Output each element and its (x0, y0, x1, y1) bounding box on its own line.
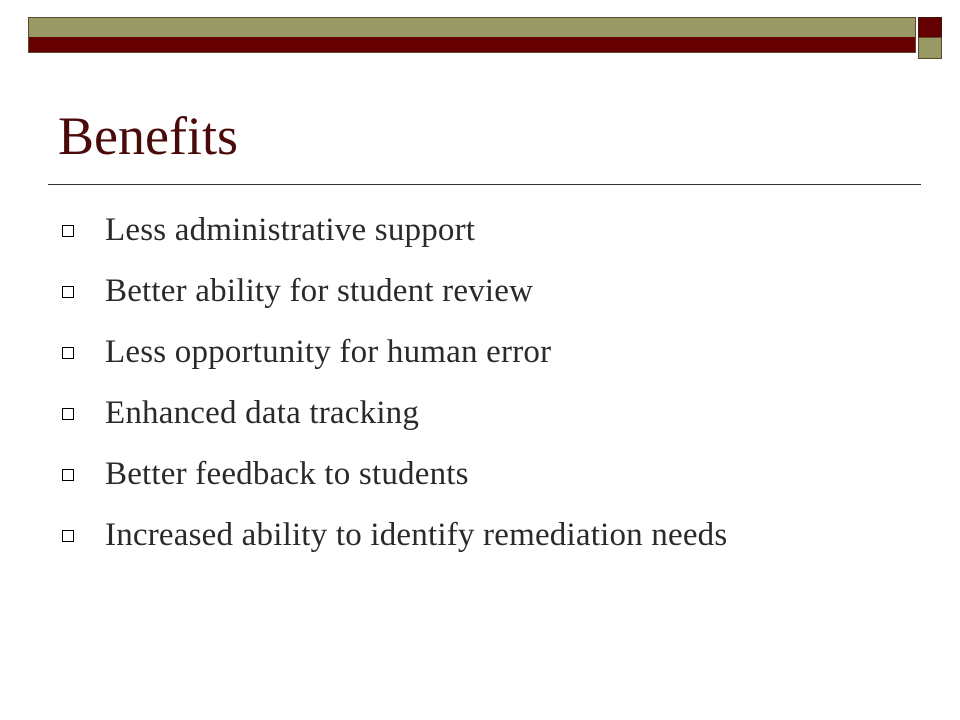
bullet-text: Less opportunity for human error (105, 334, 552, 370)
corner-square-maroon (918, 17, 942, 39)
bullet-item (62, 200, 727, 261)
bullet-item (62, 261, 727, 322)
bullet-text: Enhanced data tracking (105, 395, 420, 431)
header-band-maroon-stripe (29, 37, 915, 53)
header-band-olive-stripe (29, 18, 915, 37)
hollow-square-icon (62, 347, 74, 359)
header-band (28, 17, 916, 53)
slide-title: Benefits (58, 106, 238, 166)
bullet-item (62, 505, 727, 566)
bullet-text: Better ability for student review (105, 273, 534, 309)
bullet-item (62, 383, 727, 444)
hollow-square-icon (62, 408, 74, 420)
hollow-square-icon (62, 530, 74, 542)
bullet-text: Better feedback to students (105, 456, 469, 492)
corner-decoration (918, 17, 942, 57)
corner-square-olive (918, 37, 942, 59)
bullet-text: Increased ability to identify remediation needs (105, 517, 728, 553)
hollow-square-icon (62, 286, 74, 298)
title-divider (48, 184, 921, 185)
hollow-square-icon (62, 469, 74, 481)
hollow-square-icon (62, 225, 74, 237)
bullet-item (62, 444, 727, 505)
bullet-list (62, 200, 727, 566)
bullet-item (62, 322, 727, 383)
bullet-text: Less administrative support (105, 212, 476, 248)
